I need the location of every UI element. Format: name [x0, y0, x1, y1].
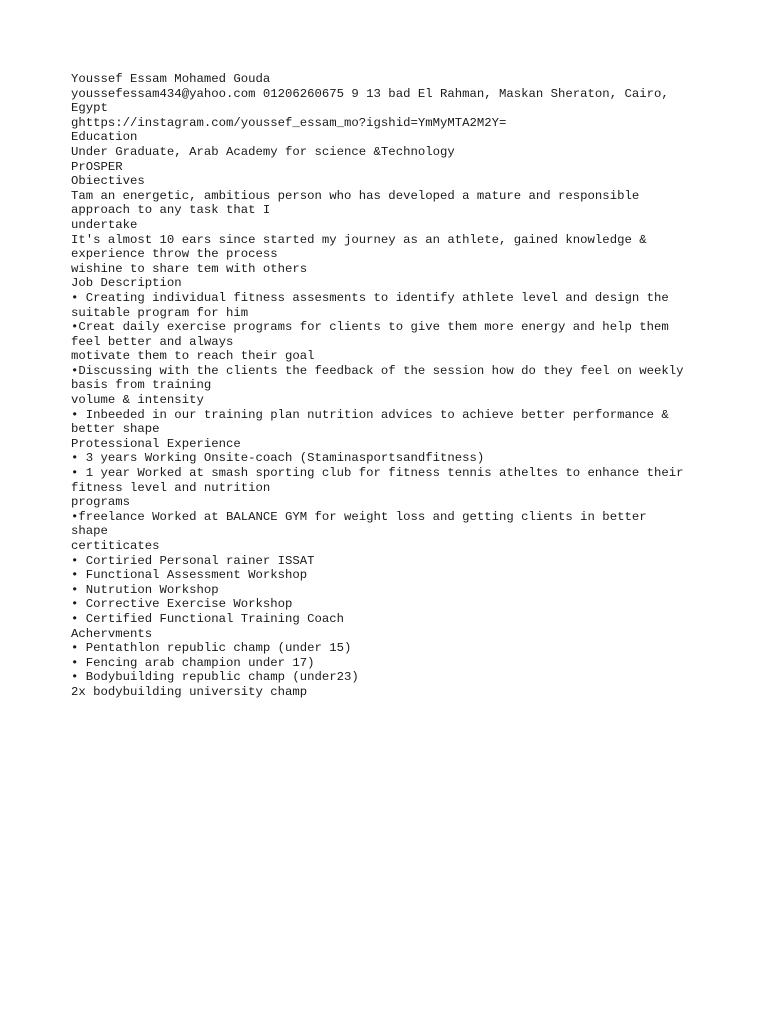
text-line: undertake	[71, 217, 138, 232]
text-line: wishine to share tem with others	[71, 261, 308, 276]
bullet-line: • Inbeeded in our training plan nutrition advices to achieve better performance &	[71, 407, 669, 422]
bullet-line: •Discussing with the clients the feedback of the session how do they feel on weekly	[71, 363, 684, 378]
text-line: experience throw the process	[71, 247, 278, 262]
text-line: fitness level and nutrition	[71, 480, 271, 495]
bullet-line: • Corrective Exercise Workshop	[71, 597, 293, 612]
bullet-line: • Cortiried Personal rainer ISSAT	[71, 553, 315, 568]
text-line: Tam an energetic, ambitious person who has developed a mature and responsible	[71, 188, 640, 203]
text-line: volume & intensity	[71, 393, 204, 408]
text-line: better shape	[71, 422, 160, 437]
section-heading-education: Education	[71, 130, 138, 145]
bullet-line: • Creating individual fitness assesments to identify athlete level and design the	[71, 290, 669, 305]
text-line: approach to any task that I	[71, 203, 271, 218]
bullet-line: •Creat daily exercise programs for clients to give them more energy and help them	[71, 320, 669, 335]
bullet-line: • Fencing arab champion under 17)	[71, 655, 315, 670]
bullet-line: • 3 years Working Onsite-coach (Staminasportsandfitness)	[71, 451, 485, 466]
text-line: suitable program for him	[71, 305, 249, 320]
text-line: Under Graduate, Arab Academy for science &Technology	[71, 144, 455, 159]
bullet-line: • Certified Functional Training Coach	[71, 611, 345, 626]
text-line: basis from training	[71, 378, 212, 393]
bullet-line: • Nutrution Workshop	[71, 582, 219, 597]
text-line: programs	[71, 495, 131, 510]
instagram-link-text: ghttps://instagram.com/youssef_essam_mo?igshid=YmMyMTA2M2Y=	[71, 115, 507, 130]
contact-info-line: youssefessam434@yahoo.com 01206260675 9 13 bad El Rahman, Maskan Sheraton, Cairo,	[71, 86, 669, 101]
section-heading-achievements: Achervments	[71, 626, 153, 641]
bullet-line: • Pentathlon republic champ (under 15)	[71, 641, 352, 656]
text-line: It's almost 10 ears since started my journey as an athlete, gained knowledge &	[71, 232, 647, 247]
text-line: 2x bodybuilding university champ	[71, 684, 308, 699]
bullet-line: • 1 year Worked at smash sporting club for fitness tennis atheltes to enhance their	[71, 466, 684, 481]
bullet-line: •freelance Worked at BALANCE GYM for weight loss and getting clients in better	[71, 509, 647, 524]
resume-document	[71, 72, 711, 700]
section-heading-job-description: Job Description	[71, 276, 182, 291]
section-heading-certificates: certiticates	[71, 539, 160, 553]
bullet-line: • Functional Assessment Workshop	[71, 568, 308, 583]
contact-info-line: Egypt	[71, 101, 108, 116]
text-line: PrOSPER	[71, 159, 123, 174]
section-heading-objectives: Obiectives	[71, 174, 145, 189]
text-line: motivate them to reach their goal	[71, 349, 315, 364]
text-line: feel better and always	[71, 334, 234, 349]
section-heading-professional-experience: Protessional Experience	[71, 436, 241, 451]
text-line: shape	[71, 524, 108, 539]
resume-name: Youssef Essam Mohamed Gouda	[71, 72, 271, 86]
bullet-line: • Bodybuilding republic champ (under23)	[71, 670, 359, 685]
